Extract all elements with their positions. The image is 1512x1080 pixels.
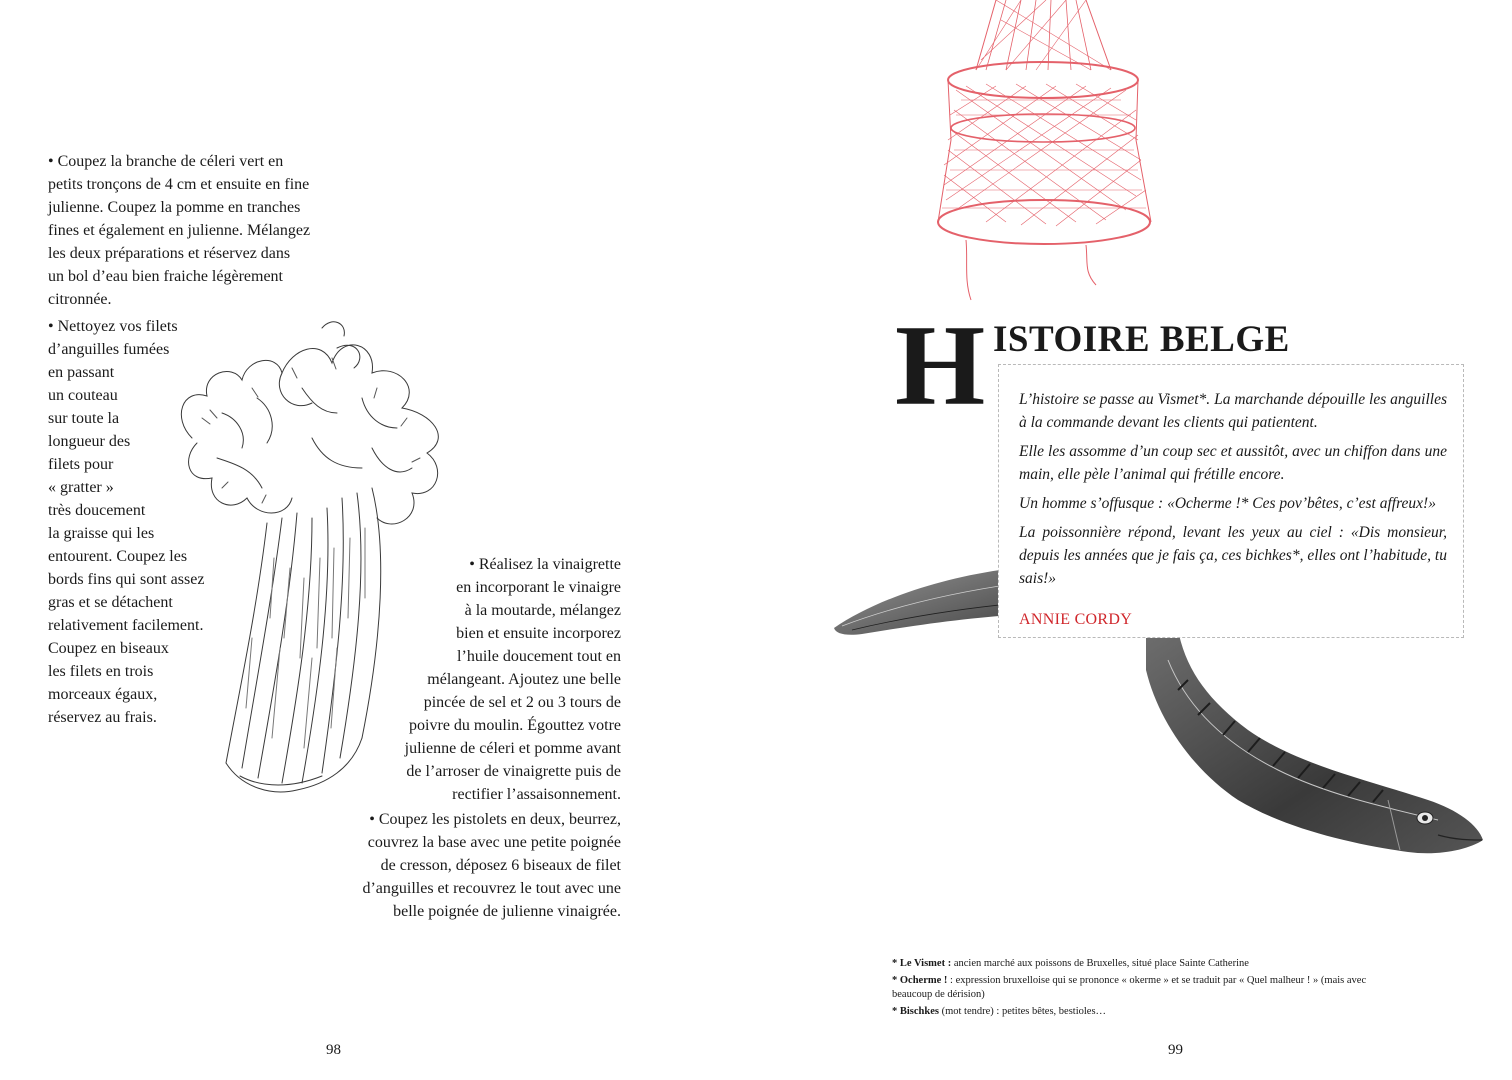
text-line: bords fins qui sont assez — [48, 571, 205, 588]
text-line: couvrez la base avec une petite poignée — [367, 834, 621, 851]
text-line: l’huile doucement tout en — [457, 648, 621, 665]
text-line: relativement facilement. — [48, 617, 204, 634]
text-line: petits tronçons de 4 cm et ensuite en fine — [48, 176, 310, 193]
text-line: • Nettoyez vos filets — [48, 318, 178, 335]
text-line: « gratter » — [48, 479, 114, 496]
footnote — [892, 974, 1372, 1002]
footnote-text: : expression bruxelloise qui se prononce « okerme » et se traduit par « Quel malheur ! » (mais avec beaucoup de dérision) — [892, 975, 1367, 1000]
quote-paragraph: Un homme s’offusque : «Ocherme !* Ces pov’bêtes, c’est affreux!» — [1019, 495, 1436, 512]
text-line: poivre du moulin. Égouttez votre — [409, 717, 621, 734]
text-line: julienne de céleri et pomme avant — [404, 740, 621, 757]
quote-box — [998, 364, 1464, 638]
footnote-text: (mot tendre) : petites bêtes, bestioles… — [938, 1006, 1107, 1017]
text-line: réservez au frais. — [48, 709, 157, 726]
page-number: 98 — [326, 1042, 341, 1058]
quote-paragraph: La poissonnière répond, levant les yeux au ciel : «Dis monsieur, depuis les années que je fais ça, ces bichkes*, elles ont l’habitude, tu sais!» — [1019, 524, 1447, 587]
text-line: • Coupez la branche de céleri vert en — [48, 153, 284, 170]
text-line: Coupez en biseaux — [48, 640, 169, 657]
page-title: ISTOIRE BELGE — [993, 319, 1290, 360]
footnote — [892, 1005, 1372, 1019]
text-line: morceaux égaux, — [48, 686, 158, 703]
fish-trap-illustration — [926, 0, 1156, 318]
footnotes — [892, 957, 1372, 1022]
footnote-term: * Bischkes — [892, 1006, 939, 1017]
footnote-term: * Ocherme ! — [892, 975, 951, 986]
text-line: longueur des — [48, 433, 131, 450]
text-line: belle poignée de julienne vinaigrée. — [393, 903, 621, 920]
text-line: très doucement — [48, 502, 146, 519]
text-line: filets pour — [48, 456, 114, 473]
footnote — [892, 957, 1372, 971]
text-line: • Réalisez la vinaigrette — [469, 556, 621, 573]
text-line: pincée de sel et 2 ou 3 tours de — [423, 694, 621, 711]
quote-paragraph: Elle les assomme d’un coup sec et aussitôt, avec un chiffon dans une main, elle pèle l’animal qui frétille encore. — [1019, 443, 1447, 483]
quote-paragraph: L’histoire se passe au Vismet*. La marchande dépouille les anguilles à la commande devant les clients qui patientent. — [1019, 391, 1447, 431]
text-line: un bol d’eau bien fraiche légèrement — [48, 268, 283, 285]
text-line: d’anguilles et recouvrez le tout avec une — [362, 880, 621, 897]
text-line: citronnée. — [48, 291, 112, 308]
heading-dropcap: H — [895, 302, 986, 430]
footnote-term: * Le Vismet : — [892, 958, 952, 969]
text-line: sur toute la — [48, 410, 120, 427]
page-number: 99 — [1168, 1042, 1183, 1058]
footnote-text: ancien marché aux poissons de Bruxelles, situé place Sainte Catherine — [951, 958, 1249, 969]
text-line: mélangeant. Ajoutez une belle — [427, 671, 621, 688]
text-line: en passant — [48, 364, 115, 381]
recipe-step-pistolets — [301, 808, 621, 923]
text-line: fines et également en julienne. Mélangez — [48, 222, 311, 239]
eel-head-illustration — [1138, 630, 1486, 862]
text-line: un couteau — [48, 387, 118, 404]
text-line: en incorporant le vinaigre — [456, 579, 621, 596]
text-line: les filets en trois — [48, 663, 154, 680]
text-line: la graisse qui les — [48, 525, 155, 542]
text-line: de cresson, déposez 6 biseaux de filet — [380, 857, 621, 874]
text-line: • Coupez les pistolets en deux, beurrez, — [369, 811, 621, 828]
text-line: bien et ensuite incorporez — [456, 625, 621, 642]
text-line: d’anguilles fumées — [48, 341, 170, 358]
recipe-step-vinaigrette — [321, 553, 621, 806]
text-line: rectifier l’assaisonnement. — [452, 786, 621, 803]
text-line: à la moutarde, mélangez — [464, 602, 621, 619]
text-line: gras et se détachent — [48, 594, 173, 611]
text-line: julienne. Coupez la pomme en tranches — [48, 199, 301, 216]
recipe-step-celery — [48, 150, 348, 311]
quote-author: ANNIE CORDY — [1019, 611, 1133, 628]
text-line: entourent. Coupez les — [48, 548, 188, 565]
text-line: de l’arroser de vinaigrette puis de — [406, 763, 621, 780]
text-line: les deux préparations et réservez dans — [48, 245, 291, 262]
